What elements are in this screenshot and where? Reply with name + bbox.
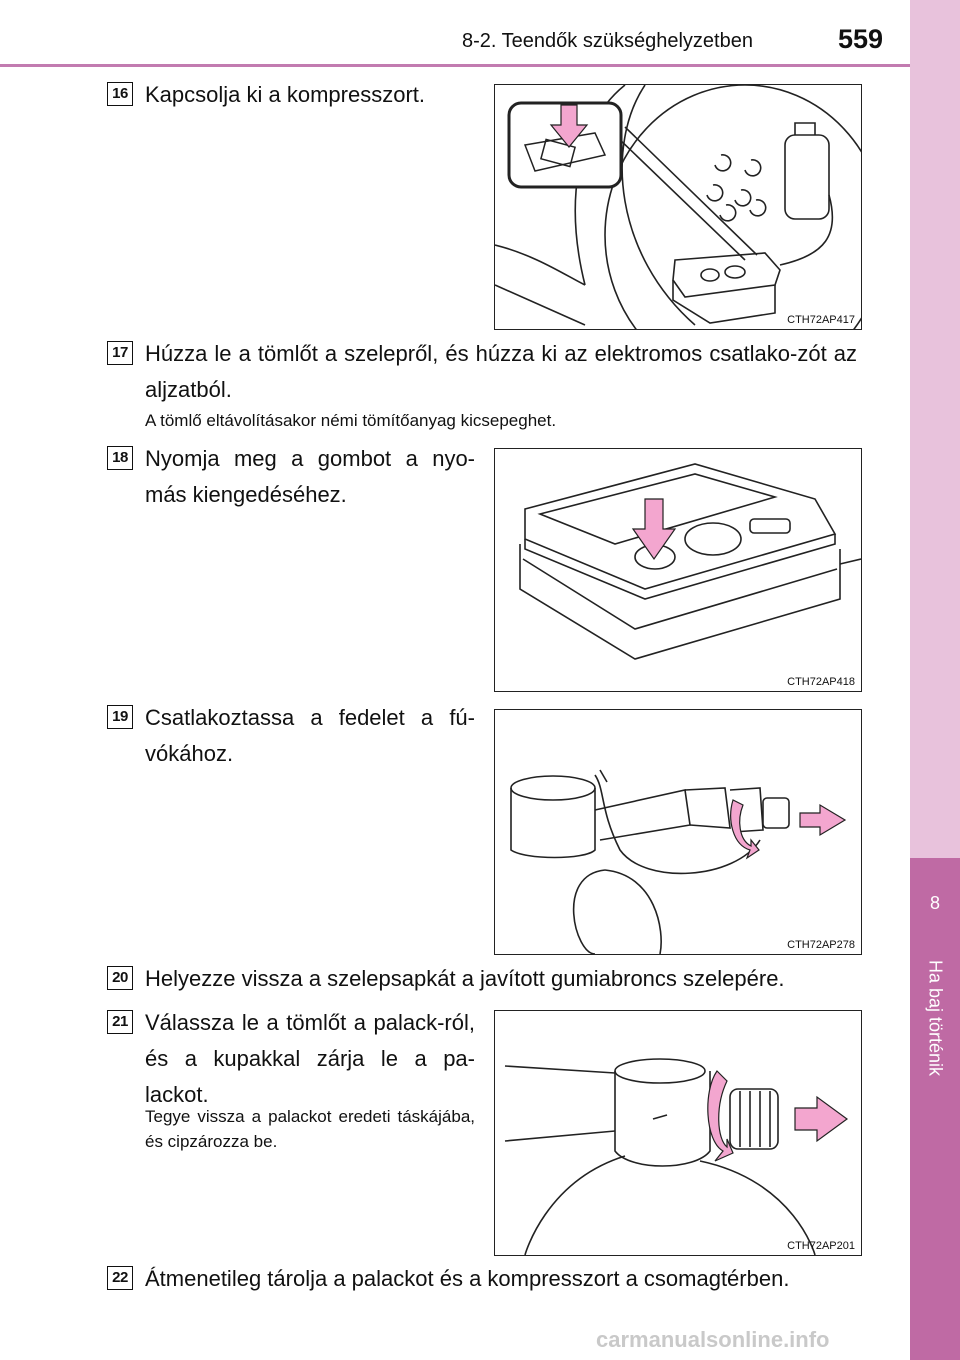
figure-code-418: CTH72AP418	[787, 676, 855, 688]
step-18-text: Nyomja meg a gombot a nyo-más kiengedéséhez.	[145, 446, 475, 507]
step-17-note: A tömlő eltávolításakor némi tömítőanyag kicsepeghet.	[145, 411, 557, 430]
step-21-note: Tegye vissza a palackot eredeti táskájába, és cipzározza be.	[145, 1107, 475, 1151]
figure-pressure-release-button	[494, 448, 862, 692]
step-number-19: 19	[107, 705, 133, 729]
step-number-17: 17	[107, 341, 133, 365]
figure-compressor-switch	[494, 84, 862, 330]
step-number-22: 22	[107, 1266, 133, 1290]
step-17-text: Húzza le a tömlőt a szelepről, és húzza ki az elektromos csatlako-zót az aljzatból.	[145, 341, 857, 402]
step-number-21: 21	[107, 1010, 133, 1034]
step-number-16: 16	[107, 82, 133, 106]
step-22-text: Átmenetileg tárolja a palackot és a kompresszort a csomagtérben.	[145, 1266, 790, 1291]
step-number-20: 20	[107, 966, 133, 990]
header-rule	[0, 64, 910, 67]
bottle-cap-illustration	[495, 1011, 861, 1255]
pressure-button-illustration	[495, 449, 861, 691]
step-20-text: Helyezze vissza a szelepsapkát a javított gumiabroncs szelepére.	[145, 966, 785, 991]
page-number: 559	[838, 24, 884, 54]
compressor-switch-illustration	[495, 85, 861, 329]
step-21-text: Válassza le a tömlőt a palack-ról, és a kupakkal zárja le a pa-lackot.	[145, 1010, 475, 1107]
figure-code-201: CTH72AP201	[787, 1240, 855, 1252]
step-16-text: Kapcsolja ki a kompresszort.	[145, 82, 425, 107]
step-number-18: 18	[107, 446, 133, 470]
figure-bottle-cap	[494, 1010, 862, 1256]
chapter-title: Ha baj történik	[925, 960, 946, 1077]
chapter-sidebar-light	[910, 0, 960, 858]
section-title: 8-2. Teendők szükséghelyzetben	[462, 30, 753, 52]
figure-code-278: CTH72AP278	[787, 939, 855, 951]
watermark: carmanualsonline.info	[596, 1327, 830, 1352]
step-19-text: Csatlakoztassa a fedelet a fú-vókához.	[145, 705, 475, 766]
figure-nozzle-cap	[494, 709, 862, 955]
figure-code-417: CTH72AP417	[787, 314, 855, 326]
chapter-number: 8	[929, 893, 940, 913]
nozzle-cap-illustration	[495, 710, 861, 954]
